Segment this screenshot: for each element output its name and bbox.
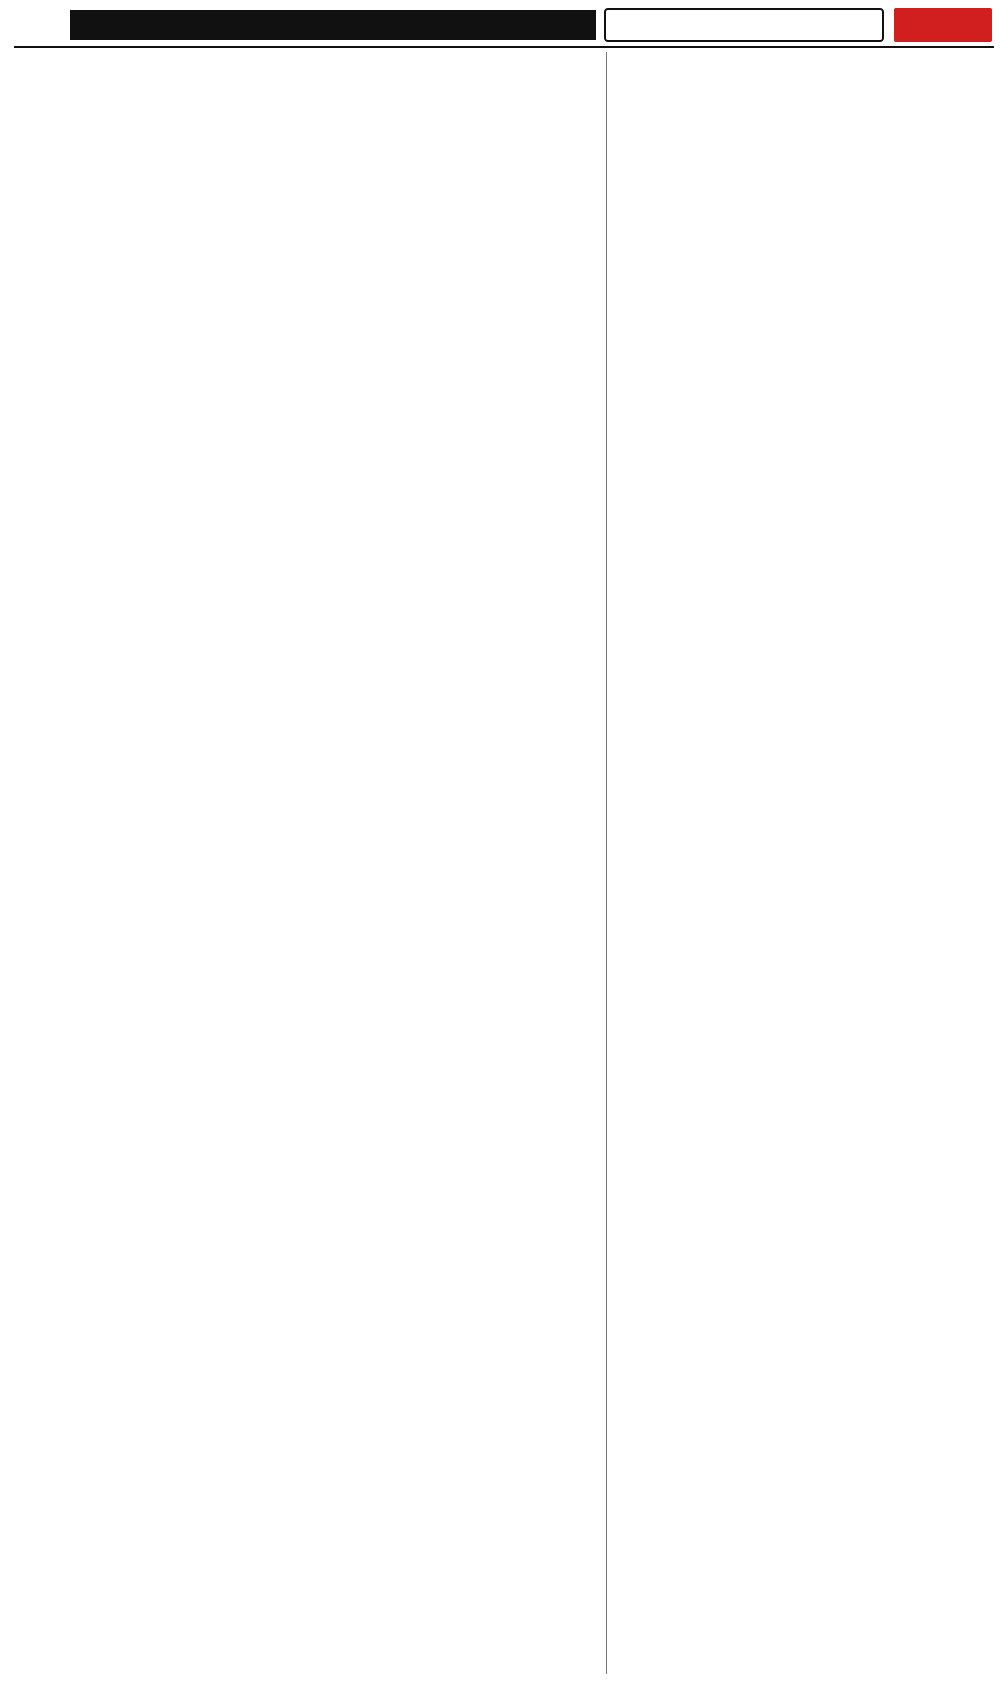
brand-logo — [894, 8, 992, 42]
header-rule — [14, 46, 994, 48]
column-divider — [606, 52, 607, 1674]
page-number — [14, 8, 66, 42]
dateline — [70, 10, 596, 40]
section-title — [604, 8, 884, 42]
page-header — [14, 6, 994, 44]
